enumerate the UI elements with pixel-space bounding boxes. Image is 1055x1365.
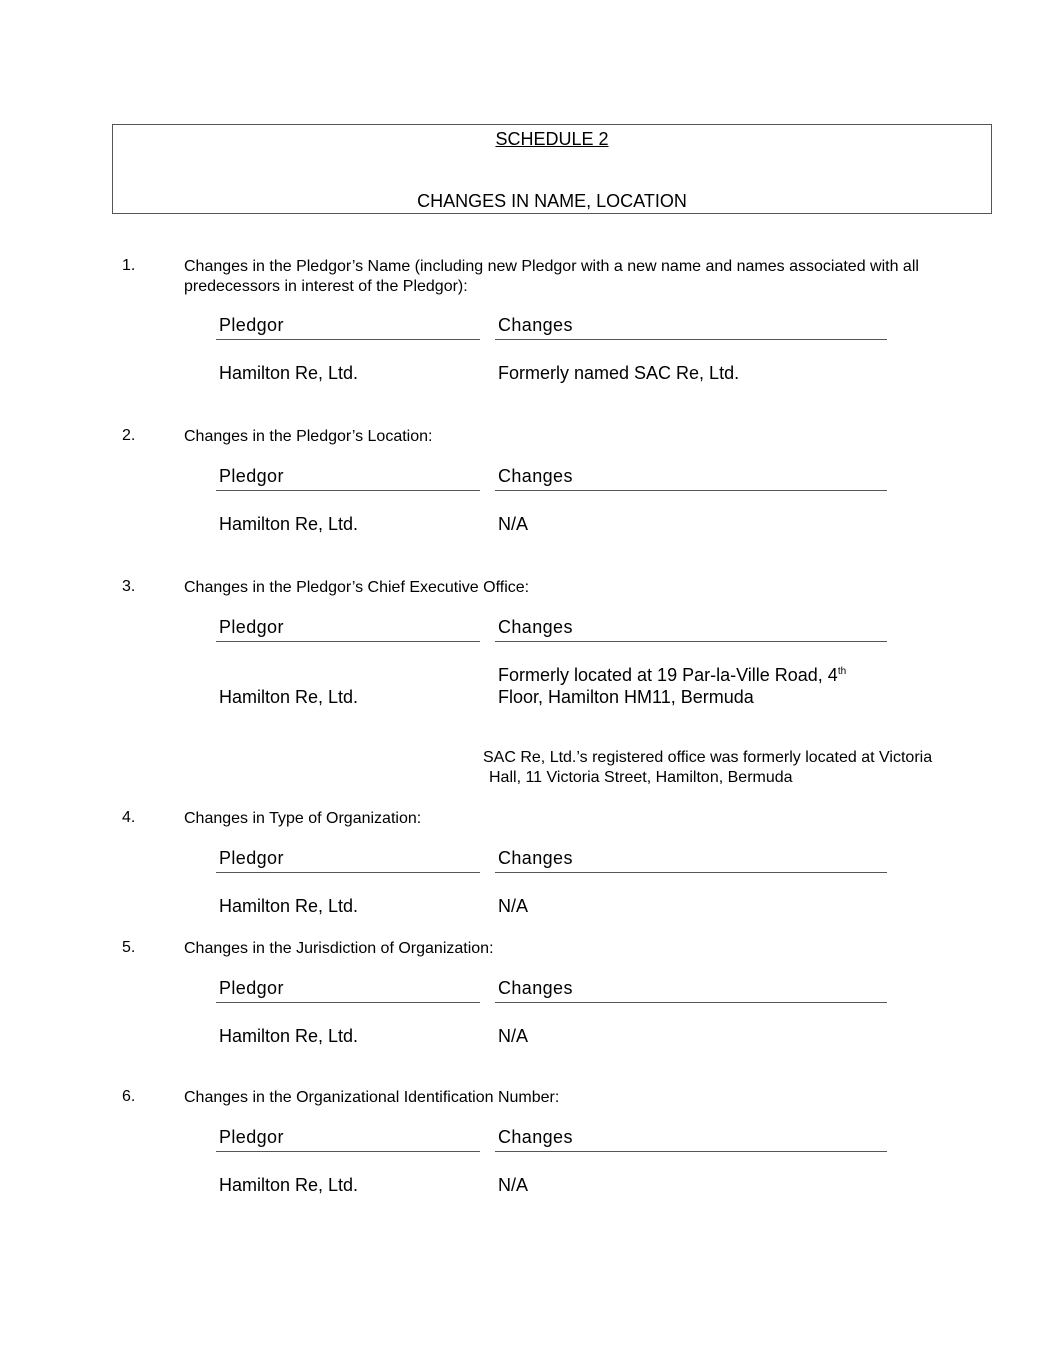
schedule-header-box [112, 124, 992, 214]
section-title: Changes in the Organizational Identification Number: [184, 1089, 560, 1106]
section-number: 1. [122, 257, 136, 274]
pledgor-column-header: Pledgor [216, 847, 480, 873]
pledgor-cell: Hamilton Re, Ltd. [219, 687, 359, 707]
schedule-title: SCHEDULE 2 [495, 129, 609, 149]
pledgor-cell: Hamilton Re, Ltd. [219, 1175, 359, 1195]
changes-cell: N/A [498, 514, 529, 534]
note-line2: Hall, 11 Victoria Street, Hamilton, Bermuda [489, 769, 793, 786]
pledgor-cell: Hamilton Re, Ltd. [219, 514, 359, 534]
changes-column-header: Changes [495, 977, 887, 1003]
pledgor-cell: Hamilton Re, Ltd. [219, 1026, 359, 1046]
changes-column-header: Changes [495, 847, 887, 873]
changes-cell: Formerly named SAC Re, Ltd. [498, 363, 740, 383]
ordinal-suffix: th [837, 666, 847, 677]
section-title: Changes in Type of Organization: [184, 810, 422, 827]
pledgor-column-header: Pledgor [216, 314, 480, 340]
changes-column-header: Changes [495, 1126, 887, 1152]
section-number: 3. [122, 578, 136, 595]
changes-cell-line1: Formerly located at 19 Par-la-Ville Road, 4 [498, 665, 838, 685]
changes-column-header: Changes [495, 616, 887, 642]
registered-office-note [483, 748, 983, 788]
changes-cell: N/A [498, 896, 529, 916]
changes-cell: N/A [498, 1026, 529, 1046]
section-title: Changes in the Pledgor’s Location: [184, 428, 433, 445]
section-title: Changes in the Pledgor’s Chief Executive Office: [184, 579, 530, 596]
pledgor-column-header: Pledgor [216, 977, 480, 1003]
section-number: 5. [122, 939, 136, 956]
pledgor-cell: Hamilton Re, Ltd. [219, 363, 359, 383]
pledgor-column-header: Pledgor [216, 1126, 480, 1152]
section-title: Changes in the Jurisdiction of Organization: [184, 940, 494, 957]
changes-column-header: Changes [495, 314, 887, 340]
schedule-subtitle: CHANGES IN NAME, LOCATION [417, 191, 687, 211]
changes-column-header: Changes [495, 465, 887, 491]
section-number: 4. [122, 809, 136, 826]
pledgor-column-header: Pledgor [216, 616, 480, 642]
pledgor-cell: Hamilton Re, Ltd. [219, 896, 359, 916]
changes-cell [498, 664, 898, 708]
section-number: 2. [122, 427, 136, 444]
pledgor-column-header: Pledgor [216, 465, 480, 491]
changes-cell-line2: Floor, Hamilton HM11, Bermuda [498, 687, 754, 707]
changes-cell: N/A [498, 1175, 529, 1195]
note-line1: SAC Re, Ltd.’s registered office was formerly located at Victoria [483, 749, 933, 766]
section-title: Changes in the Pledgor’s Name (including new Pledgor with a new name and names associated with all predecessors in interest of the Pledgor): [184, 258, 919, 295]
section-number: 6. [122, 1088, 136, 1105]
